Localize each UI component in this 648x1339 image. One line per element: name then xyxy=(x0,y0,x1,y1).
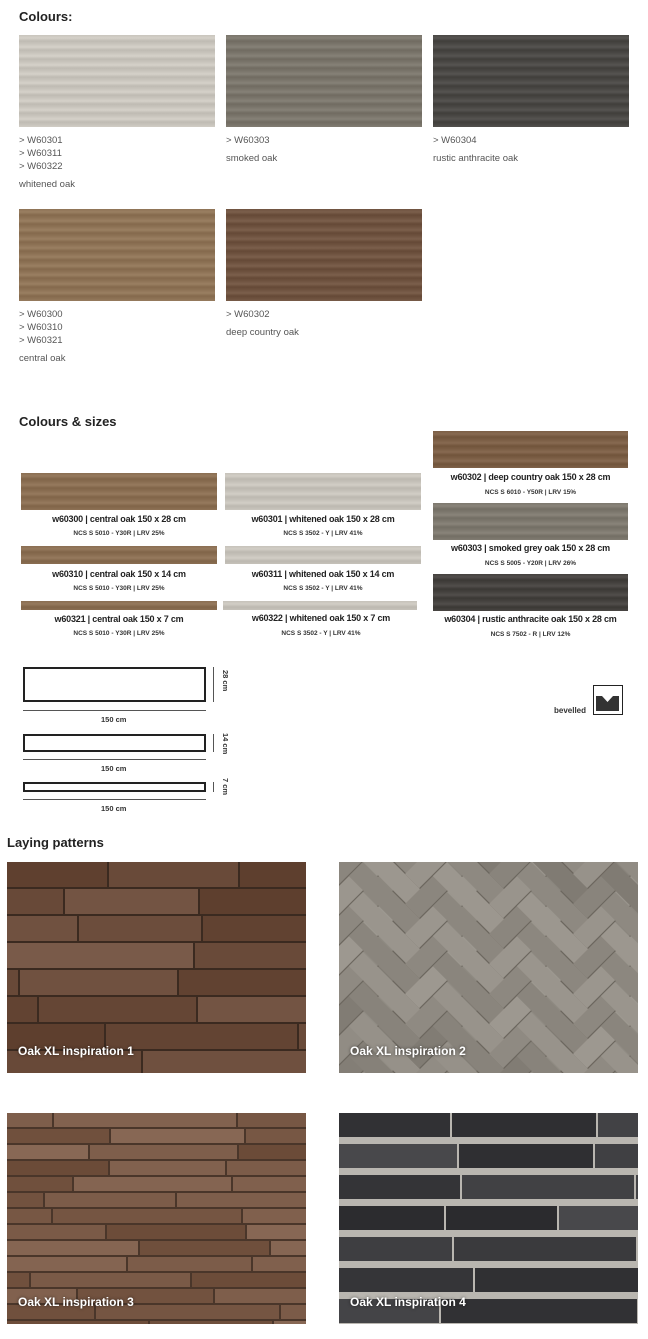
dim-line xyxy=(23,799,206,800)
floor-plank xyxy=(227,1161,306,1175)
floor-plank xyxy=(299,1024,306,1049)
inspiration-label: Oak XL inspiration 4 xyxy=(350,1295,466,1309)
floor-plank xyxy=(339,1113,450,1137)
plank-image xyxy=(225,473,421,510)
inspiration-4-card[interactable] xyxy=(339,1113,638,1324)
floor-plank xyxy=(192,1273,306,1287)
plank-image xyxy=(21,546,217,564)
floor-plank xyxy=(475,1268,638,1292)
plank-sub: NCS S 5010 - Y30R | LRV 25% xyxy=(73,530,165,537)
floor-plank xyxy=(110,1161,225,1175)
inspiration-label: Oak XL inspiration 1 xyxy=(18,1044,134,1058)
floor-plank xyxy=(128,1257,251,1271)
floor-plank xyxy=(198,997,306,1022)
dim-line xyxy=(23,710,206,711)
floor-plank xyxy=(247,1225,306,1239)
floor-plank xyxy=(7,1241,138,1255)
swatch-deep-country-oak[interactable] xyxy=(226,209,422,301)
floor-plank xyxy=(452,1113,596,1137)
floor-plank xyxy=(65,889,198,914)
plank-image xyxy=(433,431,628,468)
code-list xyxy=(433,134,477,147)
swatch-central-oak[interactable] xyxy=(19,209,215,301)
bevelled-icon xyxy=(593,685,623,715)
floor-plank xyxy=(253,1257,306,1271)
plank-sub: NCS S 3502 - Y | LRV 41% xyxy=(283,585,363,592)
swatch-smoked-oak[interactable] xyxy=(226,35,422,127)
floor-plank xyxy=(238,1113,306,1127)
floor-plank xyxy=(53,1209,241,1223)
bevelled-label: bevelled xyxy=(554,706,587,715)
floor-plank xyxy=(281,1305,306,1319)
plank-label: w60311 | whitened oak 150 x 14 cm xyxy=(251,569,395,579)
floor-plank xyxy=(240,862,306,887)
colour-name: deep country oak xyxy=(226,327,299,338)
floor-plank xyxy=(54,1113,236,1127)
floor-plank xyxy=(7,1161,108,1175)
floor-plank xyxy=(339,1206,444,1230)
floor-plank xyxy=(203,916,306,941)
swatch-rustic-anthracite-oak[interactable] xyxy=(433,35,629,127)
floor-plank xyxy=(200,889,306,914)
inspiration-2-card[interactable] xyxy=(339,862,638,1073)
sizes-heading: Colours & sizes xyxy=(19,414,117,429)
floor-plank xyxy=(7,1177,72,1191)
code-link[interactable]: > W60322 xyxy=(19,161,63,172)
inspiration-1-card[interactable] xyxy=(7,862,306,1073)
floor-plank xyxy=(31,1273,190,1287)
floor-plank xyxy=(339,1268,473,1292)
dim-height-28: 28 cm xyxy=(221,670,230,692)
floor-plank xyxy=(454,1237,636,1261)
floor-plank xyxy=(7,943,193,968)
plank-label: w60310 | central oak 150 x 14 cm xyxy=(52,569,186,579)
code-list xyxy=(226,134,270,147)
floor-plank xyxy=(215,1289,306,1303)
floor-texture xyxy=(339,862,638,1073)
inspiration-label: Oak XL inspiration 2 xyxy=(350,1044,466,1058)
floor-plank xyxy=(7,1129,109,1143)
floor-plank xyxy=(79,916,201,941)
plank-label: w60302 | deep country oak 150 x 28 cm xyxy=(450,472,611,482)
dim-width: 150 cm xyxy=(101,804,127,813)
dim-line xyxy=(213,782,214,792)
code-link[interactable]: > W60301 xyxy=(19,135,63,146)
floor-plank xyxy=(7,1225,105,1239)
floor-plank xyxy=(595,1144,638,1168)
floor-plank xyxy=(106,1024,297,1049)
dim-line xyxy=(213,734,214,752)
floor-plank xyxy=(90,1145,237,1159)
plank-image xyxy=(21,601,217,610)
code-link[interactable]: > W60310 xyxy=(19,322,63,333)
floor-plank xyxy=(7,1193,43,1207)
floor-plank xyxy=(45,1193,175,1207)
colour-name: central oak xyxy=(19,353,66,364)
plank-label: w60303 | smoked grey oak 150 x 28 cm xyxy=(451,543,610,553)
code-link[interactable]: > W60302 xyxy=(226,309,270,320)
floor-plank xyxy=(339,1144,457,1168)
floor-texture xyxy=(339,1113,638,1324)
dim-width: 150 cm xyxy=(101,715,127,724)
dim-height-14: 14 cm xyxy=(221,733,230,755)
plank-image xyxy=(223,601,417,610)
floor-plank xyxy=(109,862,238,887)
dim-line xyxy=(23,759,206,760)
floor-plank xyxy=(339,1175,460,1199)
code-list xyxy=(226,308,270,321)
floor-plank xyxy=(7,1257,126,1271)
floor-plank xyxy=(271,1241,306,1255)
floor-plank xyxy=(274,1321,306,1324)
floor-plank xyxy=(7,889,63,914)
colour-name: smoked oak xyxy=(226,153,278,164)
plank-label: w60322 | whitened oak 150 x 7 cm xyxy=(251,613,391,623)
plank-sub: NCS S 5010 - Y30R | LRV 25% xyxy=(73,585,165,592)
floor-plank xyxy=(7,916,77,941)
floor-plank xyxy=(462,1175,634,1199)
floor-texture xyxy=(7,862,306,1073)
plank-label: w60300 | central oak 150 x 28 cm xyxy=(52,514,186,524)
floor-plank xyxy=(195,943,306,968)
floor-plank xyxy=(446,1206,557,1230)
floor-plank xyxy=(20,970,177,995)
floor-plank xyxy=(177,1193,306,1207)
code-link[interactable]: > W60321 xyxy=(19,335,63,346)
floor-texture xyxy=(7,1113,306,1324)
code-link[interactable]: > W60311 xyxy=(19,148,62,159)
floor-plank xyxy=(7,970,18,995)
floor-plank xyxy=(598,1113,638,1137)
floor-plank xyxy=(74,1177,231,1191)
floor-plank xyxy=(243,1209,306,1223)
floor-plank xyxy=(140,1241,269,1255)
floor-plank xyxy=(107,1225,245,1239)
plank-image xyxy=(21,473,217,510)
floor-plank xyxy=(7,1145,88,1159)
plank-image xyxy=(433,574,628,611)
floor-plank xyxy=(179,970,306,995)
floor-plank xyxy=(7,862,107,887)
dim-line xyxy=(213,667,214,702)
floor-plank xyxy=(150,1321,272,1324)
dim-width: 150 cm xyxy=(101,764,127,773)
swatch-whitened-oak[interactable] xyxy=(19,35,215,127)
plank-sub: NCS S 7502 - R | LRV 12% xyxy=(490,631,571,638)
floor-plank xyxy=(7,997,37,1022)
floor-plank xyxy=(7,1113,52,1127)
floor-plank xyxy=(7,1273,29,1287)
floor-plank xyxy=(239,1145,306,1159)
code-link[interactable]: > W60303 xyxy=(226,135,270,146)
plank-sub: NCS S 3502 - Y | LRV 41% xyxy=(281,630,361,637)
code-link[interactable]: > W60304 xyxy=(433,135,477,146)
code-list xyxy=(19,134,63,173)
floor-plank xyxy=(441,1299,637,1323)
floor-plank xyxy=(143,1051,306,1073)
colours-heading: Colours: xyxy=(19,9,73,24)
inspiration-label: Oak XL inspiration 3 xyxy=(18,1295,134,1309)
dim-box-7 xyxy=(23,782,206,792)
floor-plank xyxy=(111,1129,244,1143)
plank-sub: NCS S 5010 - Y30R | LRV 25% xyxy=(73,630,165,637)
floor-plank xyxy=(7,1321,148,1324)
inspiration-3-card[interactable] xyxy=(7,1113,306,1324)
plank-label: w60321 | central oak 150 x 7 cm xyxy=(54,614,184,624)
floor-plank xyxy=(459,1144,593,1168)
plank-sub: NCS S 6010 - Y50R | LRV 15% xyxy=(484,489,577,496)
code-list xyxy=(19,308,63,347)
code-link[interactable]: > W60300 xyxy=(19,309,63,320)
colour-name: whitened oak xyxy=(19,179,75,190)
floor-plank xyxy=(7,1209,51,1223)
floor-plank xyxy=(233,1177,306,1191)
plank-image xyxy=(433,503,628,540)
floor-plank xyxy=(246,1129,306,1143)
floor-plank xyxy=(636,1175,638,1199)
plank-sub: NCS S 3502 - Y | LRV 41% xyxy=(283,530,363,537)
dim-height-7: 7 cm xyxy=(221,778,230,796)
floor-plank xyxy=(559,1206,638,1230)
floor-plank xyxy=(339,1237,452,1261)
plank-image xyxy=(225,546,421,564)
plank-sub: NCS S 5005 - Y20R | LRV 26% xyxy=(484,560,577,567)
plank-label: w60304 | rustic anthracite oak 150 x 28 cm xyxy=(444,614,617,624)
dim-box-14 xyxy=(23,734,206,752)
dim-box-28 xyxy=(23,667,206,702)
plank-label: w60301 | whitened oak 150 x 28 cm xyxy=(251,514,395,524)
colour-name: rustic anthracite oak xyxy=(433,153,519,164)
floor-plank xyxy=(39,997,196,1022)
patterns-heading: Laying patterns xyxy=(7,835,104,850)
